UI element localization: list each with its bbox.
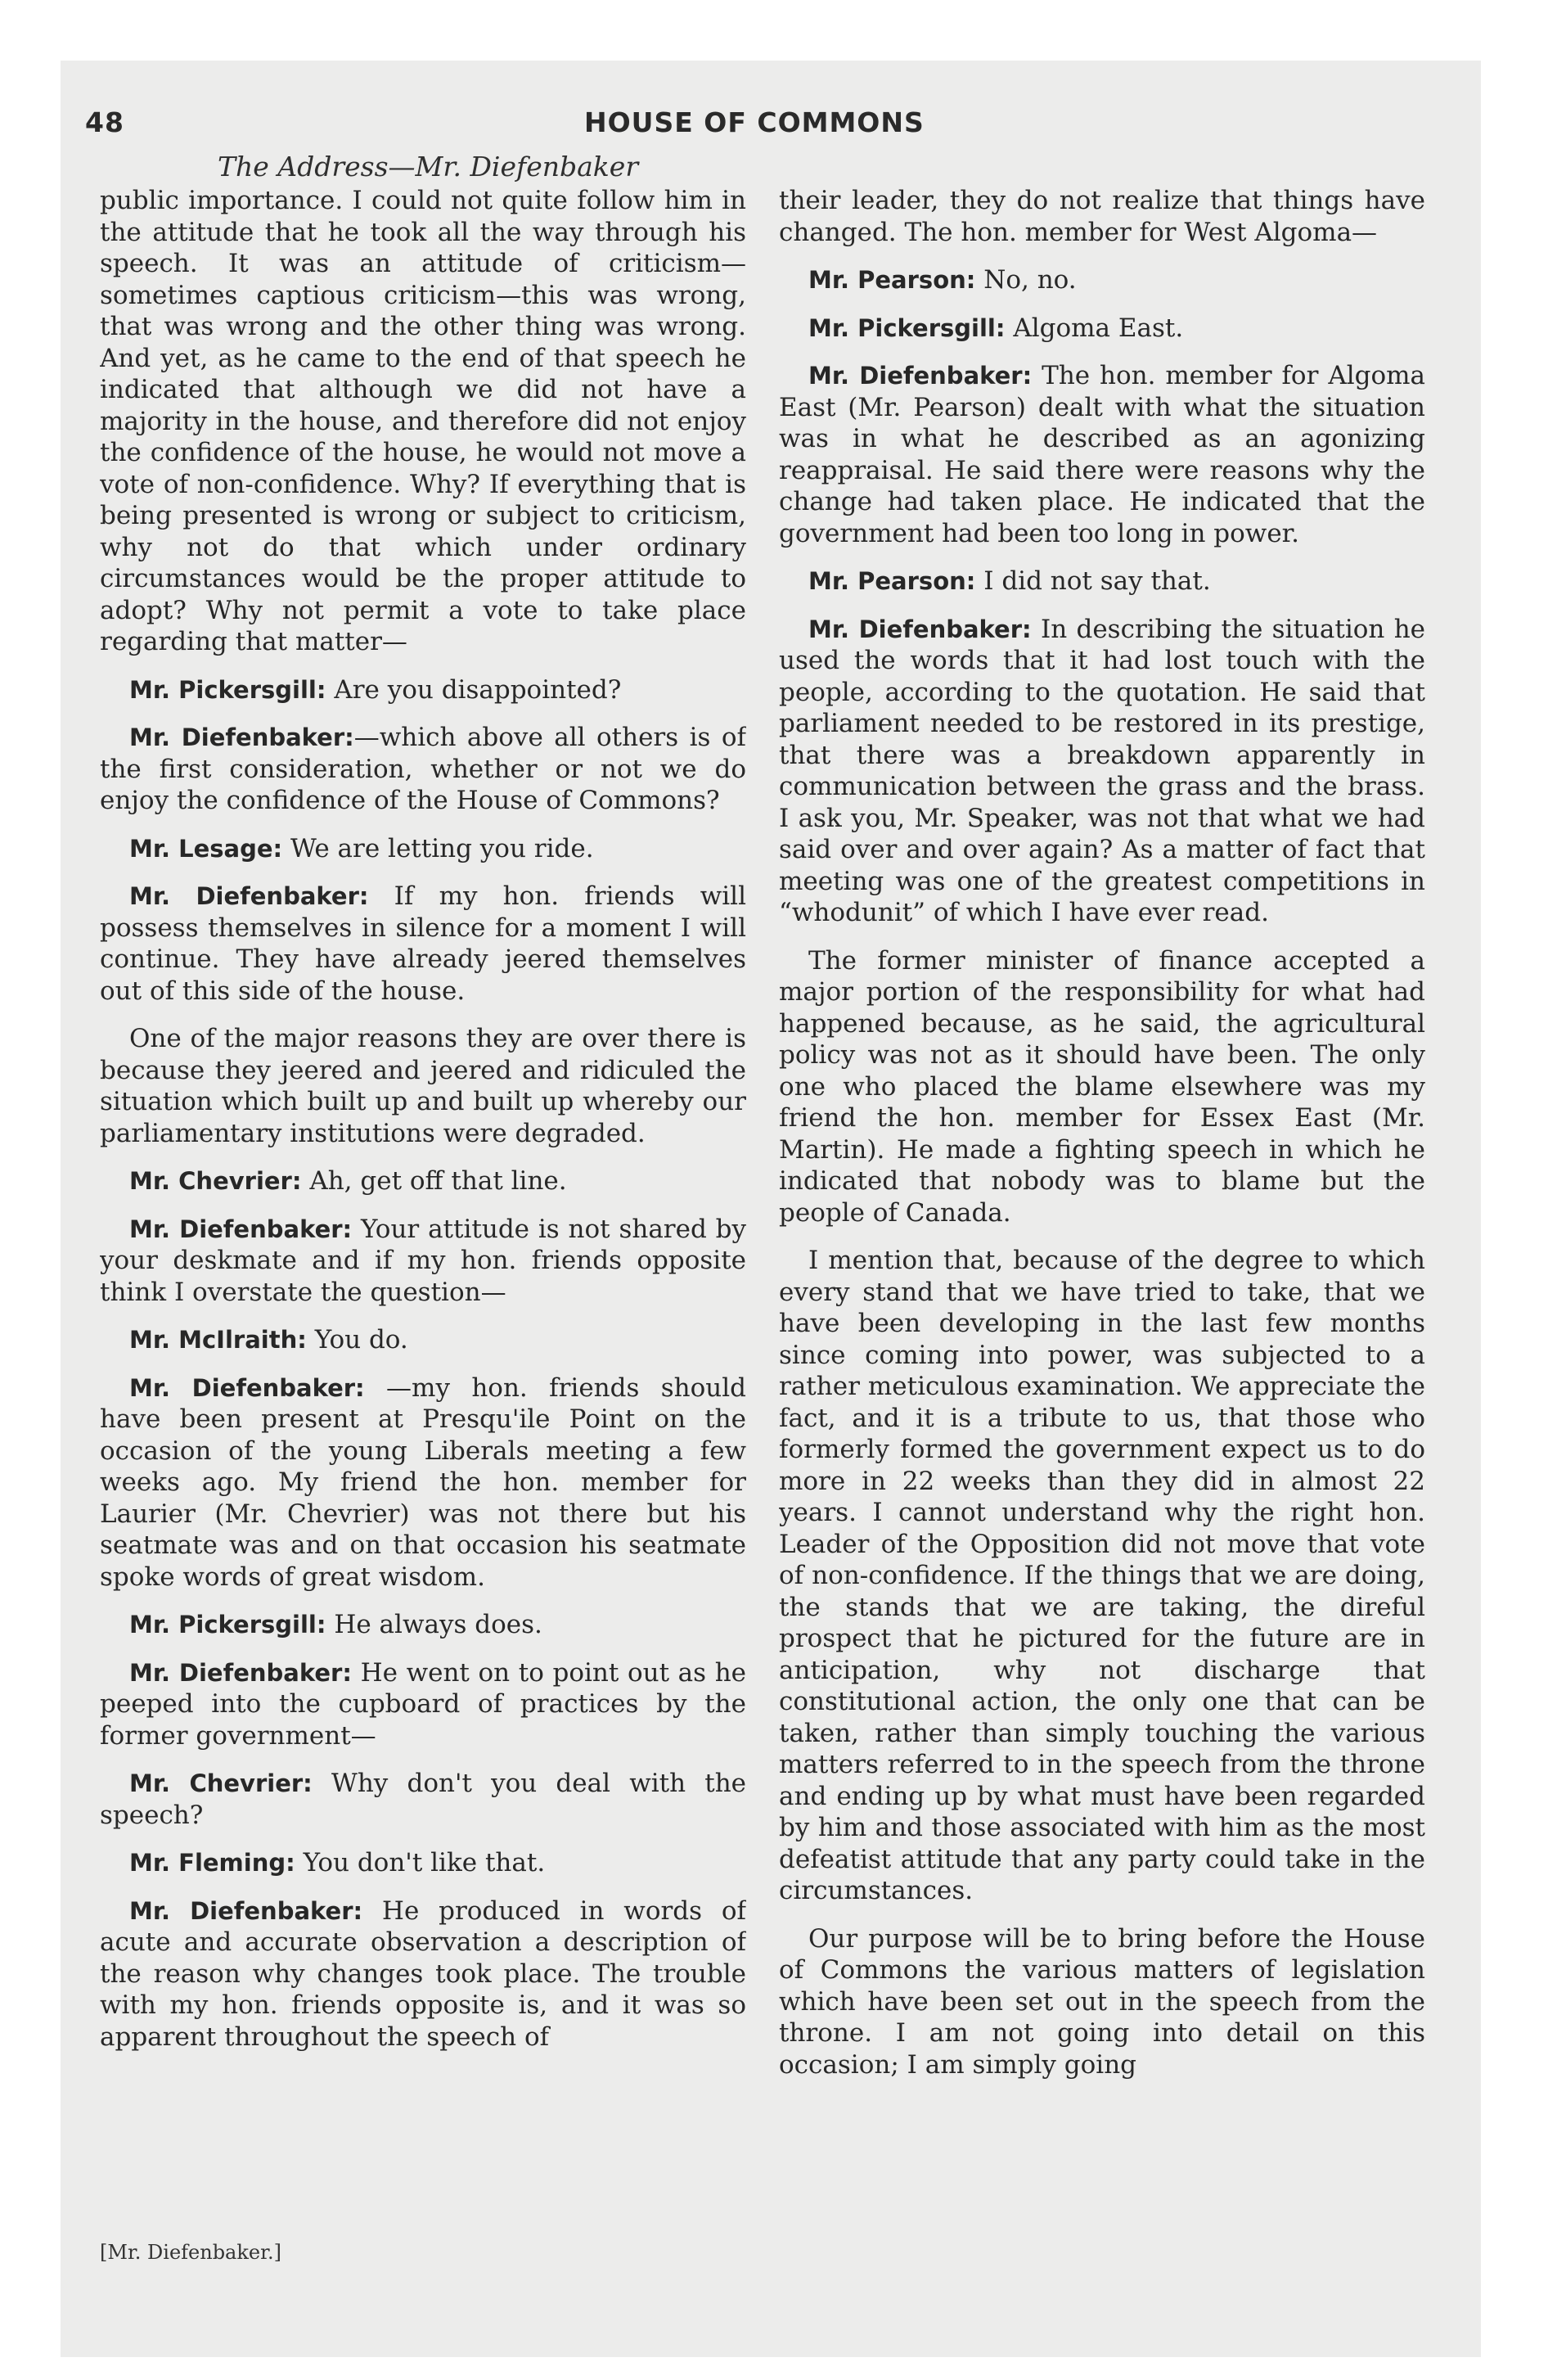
speaker-name: Mr. Diefenbaker: xyxy=(808,615,1032,643)
speech-paragraph: Mr. Pickersgill: Are you disappointed? xyxy=(129,674,622,705)
speaker-name: Mr. Pickersgill: xyxy=(808,313,1006,342)
speech-paragraph: Mr. Pickersgill: Algoma East. xyxy=(808,313,1184,343)
speaker-name: Mr. Diefenbaker: xyxy=(129,723,354,751)
speech-paragraph: Mr. Lesage: We are letting you ride. xyxy=(129,833,594,863)
speaker-name: Mr. Diefenbaker: xyxy=(129,1896,363,1925)
journal-title: HOUSE OF COMMONS xyxy=(584,106,925,138)
left-column xyxy=(100,185,746,2288)
speaker-name: Mr. Pickersgill: xyxy=(129,1611,326,1639)
speaker-name: Mr. Diefenbaker: xyxy=(129,1373,365,1402)
speech-paragraph: Mr. Chevrier: Why don't you deal with the speech? xyxy=(100,1769,746,1830)
right-column xyxy=(779,185,1425,2288)
section-subheading: The Address—Mr. Diefenbaker xyxy=(218,151,639,183)
paragraph: Our purpose will be to bring before the House of Commons the various matters of legislation which have been set out in the speech from the throne. I am not going into detail on this occasion; I am simply going xyxy=(779,1923,1425,2080)
page-number: 48 xyxy=(85,106,124,138)
paragraph: I mention that, because of the degree to which every stand that we have tried to take, that we have been developing in the last few months since coming into power, was subjected to a rather meticulous examination. We appreciate the fact, and it is a tribute to us, that those who formerly formed the government expect us to do more in 22 weeks than they did in almost 22 years. I cannot understand why the right hon. Leader of the Opposition did not move that vote of non-confidence. If the things that we are doing, the stands that we are taking, the direful prospect that he pictured for the future are in anticipation, why not discharge that constitutional action, the only one that can be taken, rather than simply touching the various matters referred to in the speech from the throne and ending up by what must have been regarded by him and those associated with him as the most defeatist attitude that any party could take in the circumstances. xyxy=(779,1246,1425,1905)
speech-paragraph: Mr. Diefenbaker: Your attitude is not shared by your deskmate and if my hon. friends opposite think I overstate the question— xyxy=(100,1214,746,1307)
speaker-name: Mr. McIlraith: xyxy=(129,1326,307,1354)
speaker-name: Mr. Diefenbaker: xyxy=(129,1658,352,1687)
speaker-name: Mr. Chevrier: xyxy=(129,1167,302,1195)
paragraph: The former minister of finance accepted a major portion of the responsibility for what had happened because, as he said, the agricultural policy was not as it should have been. The only one who placed the blame elsewhere was my friend the hon. member for Essex East (Mr. Martin). He made a fighting speech in which he indicated that nobody was to blame but the people of Canada. xyxy=(779,945,1425,1228)
speaker-name: Mr. Pearson: xyxy=(808,567,976,595)
speech-paragraph: Mr. Diefenbaker: —my hon. friends should have been present at Presqu'ile Point on the occasion of the young Liberals meeting a few weeks ago. My friend the hon. member for Laurier (Mr. Chevrier) was not there but his seatmate was and on that occasion his seatmate spoke words of great wisdom. xyxy=(100,1373,746,1592)
speech-paragraph: Mr. Diefenbaker: In describing the situation he used the words that it had lost touch with the people, according to the quotation. He said that parliament needed to be restored in its prestige, that there was a breakdown apparently in communication between the grass and the brass. I ask you, Mr. Speaker, was not that what we had said over and over again? As a matter of fact that meeting was one of the greatest competitions in “whodunit” of which I have ever read. xyxy=(779,614,1425,927)
speech-paragraph: Mr. Diefenbaker: If my hon. friends will possess themselves in silence for a moment I will continue. They have already jeered themselves out of this side of the house. xyxy=(100,881,746,1006)
speaker-name: Mr. Chevrier: xyxy=(129,1769,313,1797)
running-head xyxy=(85,106,1466,144)
speech-paragraph: Mr. Chevrier: Ah, get off that line. xyxy=(129,1166,567,1196)
speech-paragraph: Mr. Diefenbaker: He went on to point out as he peeped into the cupboard of practices by the former government— xyxy=(100,1657,746,1751)
speech-paragraph: Mr. Diefenbaker:—which above all others is of the first consideration, whether or not we do enjoy the confidence of the House of Commons? xyxy=(100,723,746,815)
speech-paragraph: Mr. McIlraith: You do. xyxy=(129,1325,408,1355)
speaker-name: Mr. Diefenbaker: xyxy=(129,882,369,910)
speaker-name: Mr. Diefenbaker: xyxy=(129,1215,353,1243)
page-footer-speaker: [Mr. Diefenbaker.] xyxy=(100,2241,281,2264)
paragraph: public importance. I could not quite follow him in the attitude that he took all the way through his speech. It was an attitude of criticism—sometimes captious criticism—this was wrong, that was wrong and the other thing was wrong. And yet, as he came to the end of that speech he indicated that although we did not have a majority in the house, and therefore did not enjoy the confidence of the house, he would not move a vote of non-confidence. Why? If everything that is being presented is wrong or subject to criticism, why not do that which under ordinary circumstances would be the proper attitude to adopt? Why not permit a vote to take place regarding that matter— xyxy=(100,186,746,656)
paragraph: One of the major reasons they are over there is because they jeered and jeered and ridiculed the situation which built up and built up whereby our parliamentary institutions were degraded. xyxy=(100,1024,746,1148)
paragraph: their leader, they do not realize that things have changed. The hon. member for West Algoma— xyxy=(779,186,1425,247)
speech-paragraph: Mr. Fleming: You don't like that. xyxy=(129,1848,546,1877)
speech-paragraph: Mr. Diefenbaker: The hon. member for Algoma East (Mr. Pearson) dealt with what the situation was in what he described as an agonizing reappraisal. He said there were reasons why the change had taken place. He indicated that the government had been too long in power. xyxy=(779,361,1425,548)
speech-paragraph: Mr. Diefenbaker: He produced in words of acute and accurate observation a description of the reason why changes took place. The trouble with my hon. friends opposite is, and it was so apparent throughout the speech of xyxy=(100,1895,746,2052)
speaker-name: Mr. Pearson: xyxy=(808,266,976,294)
speech-paragraph: Mr. Pearson: No, no. xyxy=(808,265,1077,295)
speaker-name: Mr. Pickersgill: xyxy=(129,675,326,704)
speaker-name: Mr. Fleming: xyxy=(129,1849,295,1877)
speech-paragraph: Mr. Pickersgill: He always does. xyxy=(129,1610,542,1639)
speech-paragraph: Mr. Pearson: I did not say that. xyxy=(808,566,1211,596)
speaker-name: Mr. Lesage: xyxy=(129,834,283,863)
speaker-name: Mr. Diefenbaker: xyxy=(808,362,1033,390)
